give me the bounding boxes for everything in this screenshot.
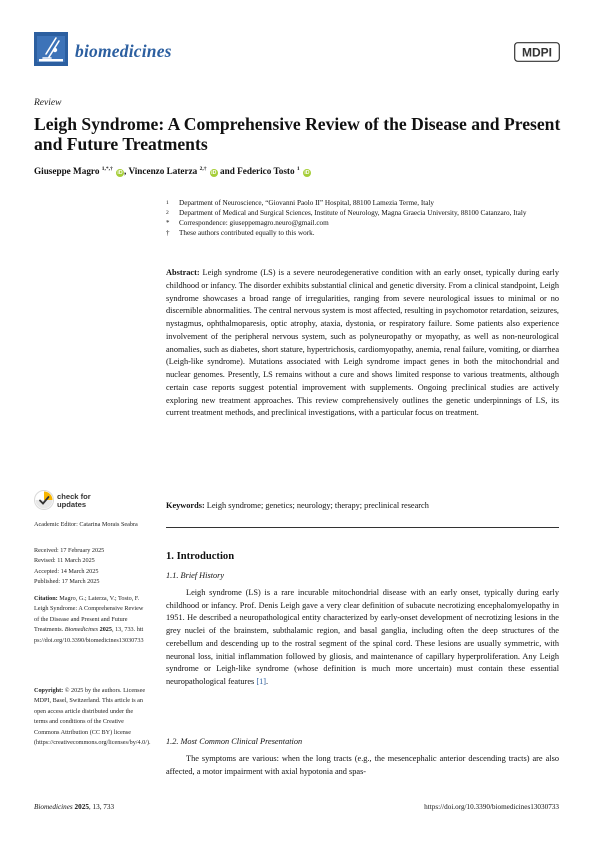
date-received: Received: 17 February 2025 (34, 547, 105, 554)
footer-doi-link[interactable]: https://doi.org/10.3390/biomedicines13030733 (424, 803, 559, 811)
author-affil-mark: 1 (296, 166, 300, 172)
dates (34, 546, 146, 588)
author-name[interactable]: Federico Tosto (237, 166, 295, 176)
author-affil-mark: 2,† (199, 166, 207, 172)
orcid-icon[interactable]: iD (117, 170, 123, 176)
affiliation-text: Department of Neuroscience, “Giovanni Paolo II” Hospital, 88100 Lamezia Terme, Italy (179, 199, 435, 207)
divider (166, 527, 559, 528)
paragraph-text: Leigh syndrome (LS) is a rare incurable mitochondrial disease with an early onset, typically during early childhood or infancy. Prof. Denis Leigh gave a very clear definition of subacute necrotizing encephalomyelopathy in 1951. He described a neuropathological entity characterized by early-onset development of necrotizing lesions in the grey nuclei of the brainstem, subthalamic region, and basal ganglia, including often the deep structures of the cerebellum and descending up to the rostral segment of the spinal cord. These lesions are usually symmetric, with neuronal loss, initial inflammation followed by gliosis, and maintenance of capillary hyperproliferation. Any Leigh syndrome or Leigh-like syndrome (whose definition is much more uncertain) must contain these essential neuropathological features (166, 588, 559, 686)
date-revised: Revised: 11 March 2025 (34, 557, 95, 565)
footer-volume: , 13, 733 (88, 803, 115, 811)
section-heading: 1. Introduction (166, 551, 235, 562)
abstract-text: Leigh syndrome (LS) is a severe neurodegenerative condition with an early onset, typically during early childhood or infancy. The disorder exhibits substantial clinical and genetic diversity. From a clinical standpoint, Leigh syndrome showcases a broad range of irregularities, ranging from severe neurological issues to minimal or no discernible abnormalities. The central nervous system is most affected, resulting in psychomotor retardation, seizures, nystagmus, ophthalmoparesis, optic atrophy, ataxia, dystonia, or respiratory failure. Some patients also experience involvement of the peripheral nervous system, such as polyneuropathy or myopathy, as well as non-neurological anomalies, such as diabetes, short stature, hypertrichosis, cardiomyopathy, anemia, renal failure, vomiting, or diarrhea (Leigh-like syndrome). Mutations associated with Leigh syndrome impact genes in both the mitochondrial and nuclear genomes. Presently, LS remains without a cure and shows limited response to various treatments, although certain case reports suggest potential improvement with supplements. Ongoing preclinical studies are actively exploring new treatment approaches. This review comprehensively outlines the genetic underpinnings of LS, its current treatment methods, and preclinical investigations, with a particular focus on treatment. (166, 268, 559, 418)
affiliation-item (166, 228, 556, 238)
affiliation-mark: 2 (166, 210, 169, 216)
orcid-icon[interactable]: iD (304, 170, 310, 176)
check-updates-icon (34, 490, 54, 510)
body-paragraph (166, 587, 559, 689)
publisher-name: MDPI (522, 45, 552, 60)
affiliation-mark: * (166, 219, 170, 227)
citation-doi-link[interactable]: https://doi.org/10.3390/biomedicines13030733 (34, 626, 144, 644)
copyright-label: Copyright: (34, 687, 64, 694)
citation-label: Citation: (34, 595, 58, 602)
citation-link[interactable]: [1] (256, 676, 266, 686)
author-separator: and (217, 166, 238, 176)
affiliation-mark: 1 (166, 200, 169, 206)
affiliation-item (166, 198, 556, 208)
journal-logo-icon (34, 32, 68, 66)
citation-block (34, 594, 146, 646)
author-separator: , (124, 166, 129, 176)
paragraph-text: . (266, 676, 269, 686)
check-updates-label (57, 493, 91, 509)
article-type: Review (34, 98, 62, 108)
footer-year: 2025 (74, 803, 89, 811)
keywords (166, 501, 559, 510)
affiliation-item (166, 208, 556, 218)
citation-volume: , 13, 733. (111, 626, 136, 634)
journal-name: biomedicines (75, 41, 172, 61)
affiliation-item (166, 218, 556, 228)
orcid-icon[interactable]: iD (211, 170, 217, 176)
copyright-block (34, 686, 151, 748)
check-updates-line: updates (57, 500, 87, 510)
citation-year: 2025 (99, 626, 112, 634)
author-name[interactable]: Vincenzo Laterza (128, 166, 198, 176)
check-updates-line: check for (57, 492, 91, 501)
author-name[interactable]: Giuseppe Magro (34, 166, 100, 176)
date-published: Published: 17 March 2025 (34, 578, 100, 586)
academic-editor: Academic Editor: Catarina Morais Seabra (34, 521, 138, 528)
subsection-heading: 1.2. Most Common Clinical Presentation (166, 737, 303, 746)
date-accepted: Accepted: 14 March 2025 (34, 567, 99, 575)
citation-journal: Biomedicines (64, 626, 99, 634)
author-list (34, 166, 554, 177)
citation-text: Magro, G.; Laterza, V.; Tosto, F. Leigh Syndrome: A Comprehensive Review of the Disease and Present and Future Treatments. (34, 595, 144, 634)
correspondence-text[interactable]: Correspondence: giuseppemagro.neuro@gmail.com (179, 219, 329, 227)
publisher-logo-icon (514, 42, 560, 62)
footer-journal: Biomedicines (34, 803, 73, 811)
keywords-label: Keywords: (166, 501, 205, 510)
footer-citation (34, 803, 114, 811)
keywords-text: Leigh syndrome; genetics; neurology; therapy; preclinical research (206, 501, 429, 510)
affiliation-mark: † (166, 229, 170, 237)
affiliation-text: Department of Medical and Surgical Sciences, Institute of Neurology, Magna Graecia University, 88100 Catanzaro, Italy (179, 209, 527, 217)
check-for-updates-button[interactable] (34, 490, 124, 512)
affiliation-text: These authors contributed equally to this work. (179, 229, 315, 237)
affiliations (166, 198, 556, 238)
abstract-label: Abstract: (166, 268, 200, 277)
body-paragraph (166, 753, 559, 778)
abstract (166, 267, 559, 420)
subsection-heading: 1.1. Brief History (166, 571, 225, 580)
paragraph-text: The symptoms are various: when the long tracts (e.g., the mesencephalic anterior descending tracts) are also affected, a motor impairment with axial hypotonia and spas- (166, 754, 559, 776)
copyright-text: © 2025 by the authors. Licensee MDPI, Basel, Switzerland. This article is an open access article distributed under the terms and conditions of the Creative Commons Attribution (CC BY) license (https://creativecommons.org/licenses/by/4.0/). (34, 687, 151, 747)
author-affil-mark: 1,*,† (101, 166, 113, 172)
article-title: Leigh Syndrome: A Comprehensive Review of the Disease and Present and Future Treatments (34, 114, 561, 154)
